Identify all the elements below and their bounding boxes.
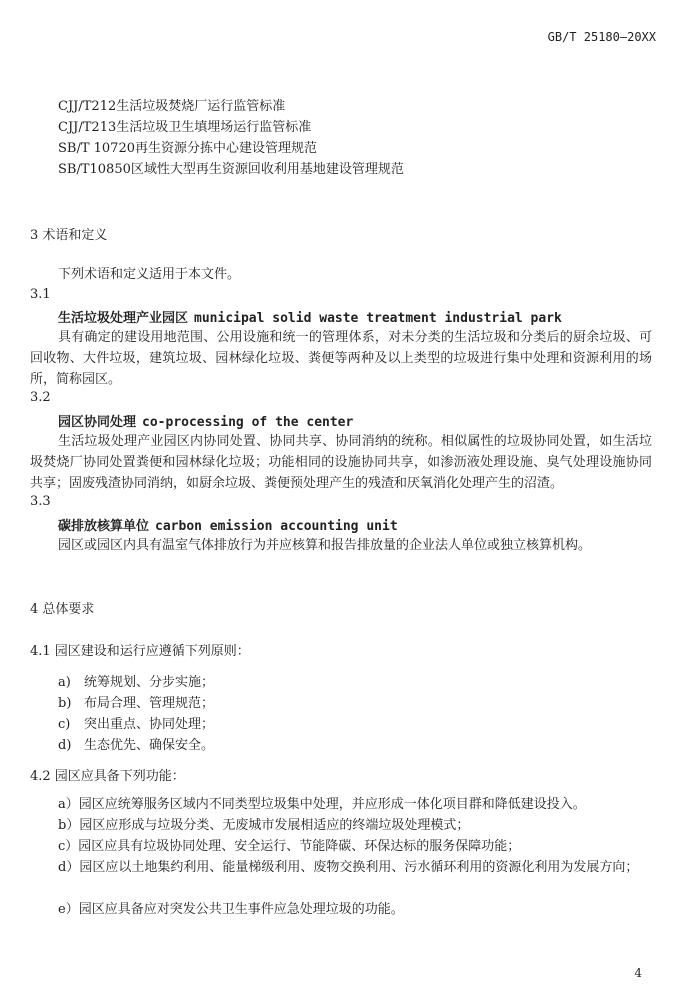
standard-code: GB/T 25180—20XX xyxy=(547,30,656,44)
term-title-en: co-processing of the center xyxy=(142,415,354,430)
term-number: 3.2 xyxy=(30,390,51,405)
term-title-en: carbon emission accounting unit xyxy=(155,519,398,534)
page-number: 4 xyxy=(634,966,642,980)
term-number: 3.1 xyxy=(30,287,51,302)
list-text: 生态优先、确保安全。 xyxy=(84,738,215,753)
list-marker: d) xyxy=(58,738,72,753)
list-text: 统筹规划、分步实施； xyxy=(84,675,215,690)
reference-line: CJJ/T212生活垃圾焚烧厂运行监管标准 xyxy=(58,99,286,114)
term-title-cn: 园区协同处理 xyxy=(58,415,137,430)
function-item: e）园区应具备应对突发公共卫生事件应急处理垃圾的功能。 xyxy=(58,902,404,917)
term-definition: 生活垃圾处理产业园区内协同处置、协同共享、协同消纳的统称。相似属性的垃圾协同处置，如生活垃圾焚烧厂协同处置粪便和园林绿化垃圾；功能相同的设施协同共享，如渗沥液处理设施、臭气处理设施协同共享；固废残渣协同消纳，如厨余垃圾、粪便预处理产生的残渣和厌氧消化处理产生的沼渣。 xyxy=(30,434,652,491)
reference-line: SB/T10850区域性大型再生资源回收利用基地建设管理规范 xyxy=(58,162,404,177)
list-item xyxy=(58,671,214,690)
section-3-intro: 下列术语和定义适用于本文件。 xyxy=(58,267,241,282)
list-item xyxy=(58,692,214,711)
term-definition: 园区或园区内具有温室气体排放行为并应核算和报告排放量的企业法人单位或独立核算机构。 xyxy=(58,538,592,553)
list-text: 突出重点、协同处理； xyxy=(84,717,215,732)
reference-line: CJJ/T213生活垃圾卫生填埋场运行监管标准 xyxy=(58,120,312,135)
function-item: d）园区应以土地集约利用、能量梯级利用、废物交换利用、污水循环利用的资源化利用为发展方向； xyxy=(58,860,639,875)
term-number: 3.3 xyxy=(30,494,51,509)
term-definition: 具有确定的建设用地范围、公用设施和统一的管理体系，对未分类的生活垃圾和分类后的厨余垃圾、可回收物、大件垃圾，建筑垃圾、园林绿化垃圾、粪便等两种及以上类型的垃圾进行集中处理和资源利用的场所，简称园区。 xyxy=(30,330,652,387)
term-title-en: municipal solid waste treatment industrial park xyxy=(194,311,562,326)
term-title-cn: 碳排放核算单位 xyxy=(58,519,150,534)
term-title-cn: 生活垃圾处理产业园区 xyxy=(58,311,189,326)
list-marker: a) xyxy=(58,675,71,690)
list-text: 布局合理、管理规范； xyxy=(84,696,215,711)
section-4-heading: 4 总体要求 xyxy=(30,602,95,617)
list-item xyxy=(58,713,214,732)
section-3-heading: 3 术语和定义 xyxy=(30,228,108,243)
section-4-1-heading: 4.1 园区建设和运行应遵循下列原则： xyxy=(30,644,250,659)
list-marker: c) xyxy=(58,717,71,732)
reference-line: SB/T 10720再生资源分拣中心建设管理规范 xyxy=(58,141,317,156)
function-item: c）园区应具有垃圾协同处理、安全运行、节能降碳、环保达标的服务保障功能； xyxy=(58,839,521,854)
term-title xyxy=(58,411,353,430)
list-marker: b) xyxy=(58,696,72,711)
section-4-2-heading: 4.2 园区应具备下列功能： xyxy=(30,769,185,784)
term-title xyxy=(58,515,398,534)
function-item: b）园区应形成与垃圾分类、无废城市发展相适应的终端垃圾处理模式； xyxy=(58,818,470,833)
function-item: a）园区应统筹服务区域内不同类型垃圾集中处理，并应形成一体化项目群和降低建设投入。 xyxy=(58,797,586,812)
list-item xyxy=(58,734,214,753)
term-title xyxy=(58,307,562,326)
